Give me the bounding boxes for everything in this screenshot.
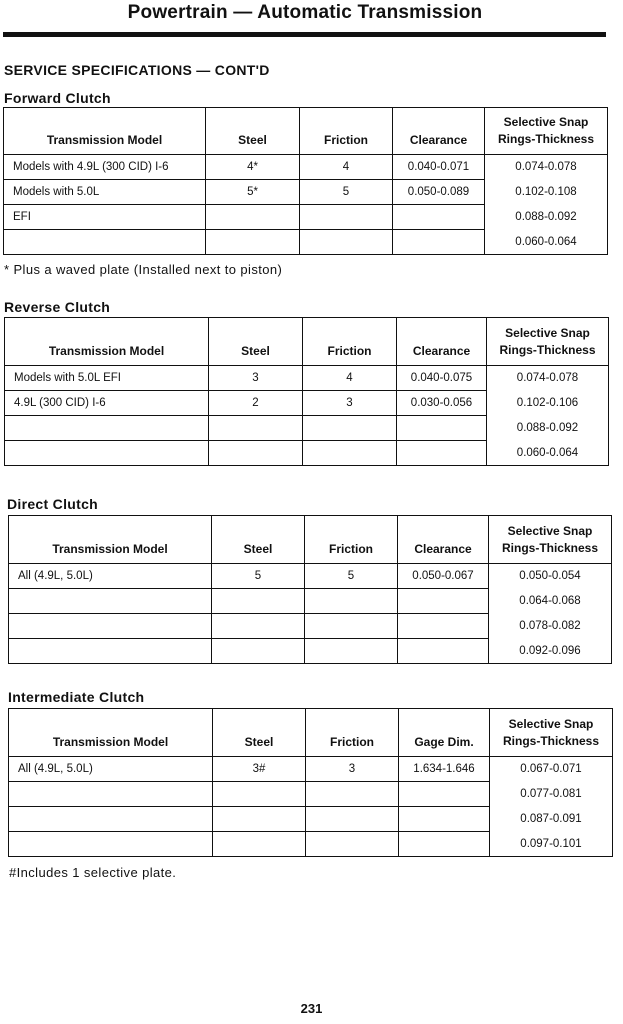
- cell-steel: 5*: [206, 180, 300, 205]
- cell-gage-dim: [399, 782, 490, 807]
- cell-friction: [303, 416, 397, 441]
- cell-steel: [206, 205, 300, 230]
- table-row: [9, 639, 612, 664]
- table-row: [9, 614, 612, 639]
- col-header-snap-rings: [489, 516, 612, 564]
- snap-header-line1: Selective Snap: [507, 523, 593, 538]
- cell-model: All (4.9L, 5.0L): [9, 757, 213, 782]
- cell-gage-dim: [399, 832, 490, 857]
- col-header-friction: Friction: [305, 516, 398, 564]
- cell-clearance: 0.040-0.071: [393, 155, 485, 180]
- col-header-snap-rings: [490, 709, 613, 757]
- cell-model: EFI: [4, 205, 206, 230]
- cell-gage-dim: [399, 807, 490, 832]
- cell-clearance: [398, 589, 489, 614]
- cell-friction: [305, 614, 398, 639]
- table-row: [4, 230, 608, 255]
- snap-header-line2: Rings-Thickness: [499, 342, 596, 357]
- cell-model: [4, 230, 206, 255]
- table-row: [9, 832, 613, 857]
- cell-steel: [206, 230, 300, 255]
- col-header-friction: Friction: [300, 108, 393, 155]
- cell-model: [9, 807, 213, 832]
- cell-model: 4.9L (300 CID) I-6: [5, 391, 209, 416]
- cell-friction: 5: [305, 564, 398, 589]
- direct-clutch-table: [8, 515, 612, 664]
- cell-friction: [306, 807, 399, 832]
- cell-steel: 3#: [213, 757, 306, 782]
- cell-friction: 4: [303, 366, 397, 391]
- cell-snap: 0.092-0.096: [489, 639, 612, 664]
- cell-steel: 4*: [206, 155, 300, 180]
- reverse-clutch-heading: Reverse Clutch: [4, 299, 111, 315]
- cell-friction: [300, 205, 393, 230]
- intermediate-clutch-table: [8, 708, 613, 857]
- col-header-gage-dim: Gage Dim.: [399, 709, 490, 757]
- cell-snap: 0.067-0.071: [490, 757, 613, 782]
- snap-header-line2: Rings-Thickness: [502, 733, 600, 748]
- table-row: [4, 180, 608, 205]
- cell-clearance: [393, 205, 485, 230]
- cell-steel: [209, 416, 303, 441]
- cell-friction: [305, 639, 398, 664]
- cell-steel: 3: [209, 366, 303, 391]
- cell-gage-dim: 1.634-1.646: [399, 757, 490, 782]
- cell-steel: 2: [209, 391, 303, 416]
- snap-header-line2: Rings-Thickness: [497, 132, 595, 146]
- table-header-row: [9, 709, 613, 757]
- cell-model: Models with 5.0L: [4, 180, 206, 205]
- cell-snap: 0.102-0.108: [485, 180, 608, 205]
- forward-clutch-table: [3, 107, 608, 255]
- col-header-clearance: Clearance: [393, 108, 485, 155]
- cell-clearance: [393, 230, 485, 255]
- cell-model: [9, 589, 212, 614]
- col-header-snap-rings: [487, 318, 609, 366]
- cell-snap: 0.050-0.054: [489, 564, 612, 589]
- col-header-model: Transmission Model: [5, 318, 209, 366]
- forward-clutch-heading: Forward Clutch: [4, 90, 111, 106]
- cell-steel: 5: [212, 564, 305, 589]
- cell-friction: [306, 782, 399, 807]
- section-subtitle: SERVICE SPECIFICATIONS — CONT'D: [4, 62, 270, 78]
- cell-snap: 0.097-0.101: [490, 832, 613, 857]
- cell-model: [9, 782, 213, 807]
- table-row: [9, 589, 612, 614]
- snap-header-line1: Selective Snap: [505, 325, 590, 340]
- cell-clearance: [397, 416, 487, 441]
- cell-model: Models with 4.9L (300 CID) I-6: [4, 155, 206, 180]
- cell-clearance: 0.040-0.075: [397, 366, 487, 391]
- col-header-model: Transmission Model: [9, 709, 213, 757]
- cell-snap: 0.088-0.092: [487, 416, 609, 441]
- table-row: [4, 205, 608, 230]
- reverse-clutch-table: [4, 317, 609, 466]
- cell-friction: [300, 230, 393, 255]
- cell-snap: 0.074-0.078: [485, 155, 608, 180]
- cell-friction: [303, 441, 397, 466]
- cell-clearance: [398, 639, 489, 664]
- cell-snap: 0.102-0.106: [487, 391, 609, 416]
- cell-snap: 0.078-0.082: [489, 614, 612, 639]
- cell-friction: [305, 589, 398, 614]
- cell-model: [9, 614, 212, 639]
- cell-friction: [306, 832, 399, 857]
- cell-steel: [212, 639, 305, 664]
- table-header-row: [9, 516, 612, 564]
- table-row: [4, 155, 608, 180]
- col-header-steel: Steel: [213, 709, 306, 757]
- col-header-friction: Friction: [306, 709, 399, 757]
- cell-snap: 0.087-0.091: [490, 807, 613, 832]
- cell-clearance: [398, 614, 489, 639]
- table-row: [9, 782, 613, 807]
- page-number: 231: [300, 1001, 323, 1016]
- cell-friction: 3: [303, 391, 397, 416]
- col-header-friction: Friction: [303, 318, 397, 366]
- cell-steel: [209, 441, 303, 466]
- cell-model: Models with 5.0L EFI: [5, 366, 209, 391]
- cell-steel: [213, 782, 306, 807]
- table-row: [9, 564, 612, 589]
- snap-header-line1: Selective Snap: [503, 115, 589, 129]
- cell-steel: [213, 832, 306, 857]
- col-header-steel: Steel: [212, 516, 305, 564]
- cell-friction: 5: [300, 180, 393, 205]
- table-row: [5, 416, 609, 441]
- cell-clearance: 0.050-0.067: [398, 564, 489, 589]
- cell-snap: 0.060-0.064: [485, 230, 608, 255]
- cell-clearance: 0.050-0.089: [393, 180, 485, 205]
- cell-steel: [213, 807, 306, 832]
- cell-steel: [212, 589, 305, 614]
- page-title: Powertrain — Automatic Transmission: [127, 2, 483, 23]
- forward-clutch-footnote: * Plus a waved plate (Installed next to piston): [4, 262, 283, 277]
- col-header-steel: Steel: [206, 108, 300, 155]
- title-rule: [3, 32, 606, 37]
- table-row: [5, 366, 609, 391]
- cell-clearance: 0.030-0.056: [397, 391, 487, 416]
- cell-friction: 3: [306, 757, 399, 782]
- table-row: [9, 757, 613, 782]
- col-header-steel: Steel: [209, 318, 303, 366]
- cell-model: [5, 441, 209, 466]
- table-row: [5, 391, 609, 416]
- cell-model: [9, 639, 212, 664]
- snap-header-line1: Selective Snap: [508, 716, 594, 731]
- intermediate-clutch-heading: Intermediate Clutch: [8, 689, 145, 705]
- cell-snap: 0.060-0.064: [487, 441, 609, 466]
- col-header-clearance: Clearance: [397, 318, 487, 366]
- cell-model: All (4.9L, 5.0L): [9, 564, 212, 589]
- cell-clearance: [397, 441, 487, 466]
- table-row: [9, 807, 613, 832]
- cell-snap: 0.074-0.078: [487, 366, 609, 391]
- cell-steel: [212, 614, 305, 639]
- cell-snap: 0.077-0.081: [490, 782, 613, 807]
- col-header-model: Transmission Model: [4, 108, 206, 155]
- cell-model: [9, 832, 213, 857]
- col-header-model: Transmission Model: [9, 516, 212, 564]
- cell-snap: 0.088-0.092: [485, 205, 608, 230]
- table-header-row: [4, 108, 608, 155]
- cell-model: [5, 416, 209, 441]
- col-header-snap-rings: [485, 108, 608, 155]
- snap-header-line2: Rings-Thickness: [501, 540, 599, 555]
- direct-clutch-heading: Direct Clutch: [7, 496, 99, 512]
- table-row: [5, 441, 609, 466]
- intermediate-clutch-footnote: #Includes 1 selective plate.: [9, 865, 177, 880]
- cell-friction: 4: [300, 155, 393, 180]
- cell-snap: 0.064-0.068: [489, 589, 612, 614]
- table-header-row: [5, 318, 609, 366]
- col-header-clearance: Clearance: [398, 516, 489, 564]
